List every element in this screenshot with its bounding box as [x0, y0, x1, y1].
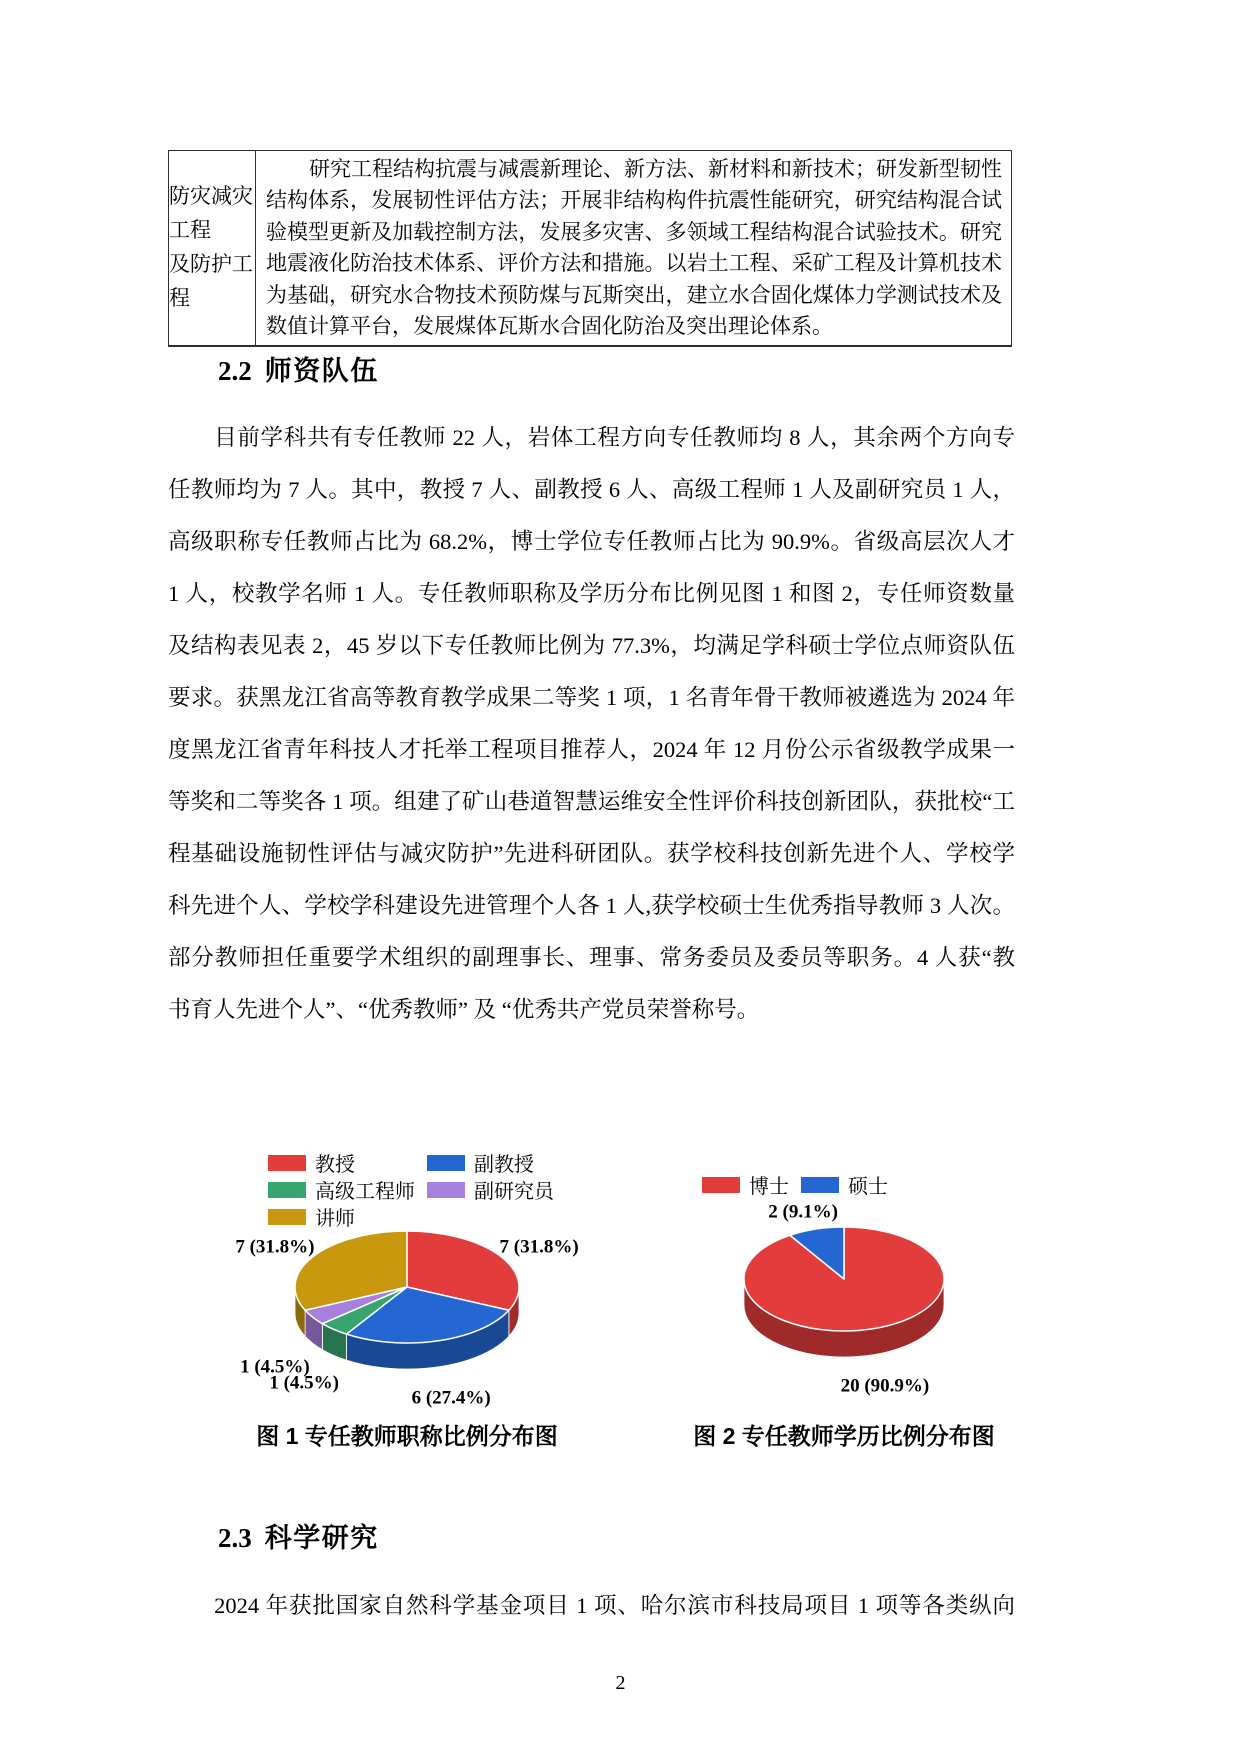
text-line: 数值计算平台，发展煤体瓦斯水合固化防治及突出理论体系。	[265, 313, 833, 338]
text-line: 高级职称专任教师占比为 68.2%，博士学位专任教师占比为 90.9%。省级高层次人才	[168, 529, 1015, 554]
section-heading-research	[218, 1516, 379, 1555]
section-number: 2.2	[218, 356, 252, 386]
pie-slice-label: 6 (27.4%)	[411, 1387, 491, 1409]
research-paragraph	[168, 1580, 1015, 1632]
text-line: 程基础设施韧性评估与减灾防护”先进科研团队。获学校科技创新先进个人、学校学	[168, 841, 1015, 866]
legend-item	[268, 1177, 415, 1202]
section-title: 师资队伍	[264, 356, 379, 386]
text-line: 为基础，研究水合物技术预防煤与瓦斯突出，建立水合固化煤体力学测试技术及	[265, 282, 1002, 307]
legend-label: 副教授	[474, 1154, 534, 1176]
text-line: 部分教师担任重要学术组织的副理事长、理事、常务委员及委员等职务。4 人获“教	[168, 945, 1015, 970]
legend-item	[268, 1204, 415, 1229]
legend-swatch-icon	[801, 1177, 839, 1193]
text-line: 验模型更新及加载控制方法，发展多灾害、多领域工程结构混合试验技术。研究	[265, 219, 1002, 244]
pie-3d-plot	[222, 1217, 592, 1432]
text-line: 研究工程结构抗震与减震新理论、新方法、新材料和新技术；研发新型韧性	[309, 157, 1002, 181]
figure1-caption: 图 1 专任教师职称比例分布图	[256, 1423, 558, 1449]
legend-swatch-icon	[268, 1155, 306, 1171]
text-line: 等奖和二等奖各 1 项。组建了矿山巷道智慧运维安全性评价科技创新团队，获批校“工	[168, 789, 1015, 814]
section-title: 科学研究	[264, 1523, 379, 1553]
faculty-paragraph	[168, 412, 1015, 1036]
pie-slice-label: 1 (4.5%)	[240, 1356, 310, 1378]
legend-label: 副研究员	[474, 1181, 554, 1203]
direction-name-line2: 及防护工程	[169, 253, 253, 311]
text-line: 目前学科共有专任教师 22 人，岩体工程方向专任教师均 8 人，其余两个方向专	[214, 425, 1015, 450]
text-line: 结构体系，发展韧性评估方法；开展非结构构件抗震性能研究，研究结构混合试	[265, 188, 1002, 213]
text-line: 科先进个人、学校学科建设先进管理个人各 1 人,获学校硕士生优秀指导教师 3 人次。	[168, 893, 1015, 918]
legend-label: 讲师	[315, 1208, 355, 1230]
text-line: 要求。获黑龙江省高等教育教学成果二等奖 1 项，1 名青年骨干教师被遴选为 2024 年	[168, 685, 1015, 710]
legend-item	[268, 1150, 415, 1175]
legend-item	[702, 1172, 789, 1197]
legend-item	[427, 1177, 554, 1202]
pie-slice-label: 20 (90.9%)	[840, 1375, 930, 1397]
direction-table-header-cell	[169, 151, 256, 345]
section-number: 2.3	[218, 1523, 252, 1553]
direction-table-body-cell	[256, 151, 1011, 345]
text-line: 任教师均为 7 人。其中，教授 7 人、副教授 6 人、高级工程师 1 人及副研究员 1 人，	[168, 477, 1015, 502]
legend-label: 教授	[315, 1154, 355, 1176]
pie-chart-titles	[222, 1150, 592, 1432]
pie-3d-plot	[674, 1201, 1014, 1421]
legend-swatch-icon	[427, 1182, 465, 1198]
pie-slice-label: 7 (31.8%)	[235, 1236, 315, 1258]
legend-item	[801, 1172, 888, 1197]
legend-swatch-icon	[427, 1155, 465, 1171]
text-line: 2024 年获批国家自然科学基金项目 1 项、哈尔滨市科技局项目 1 项等各类纵向	[214, 1593, 1015, 1618]
pie-slice-label: 1 (4.5%)	[269, 1372, 340, 1394]
figure2-caption: 图 2 专任教师学历比例分布图	[693, 1423, 995, 1449]
legend-label: 博士	[749, 1176, 789, 1198]
text-line: 书育人先进个人”、“优秀教师” 及 “优秀共产党员荣誉称号。	[168, 997, 760, 1022]
pie-slice-label: 7 (31.8%)	[499, 1236, 579, 1258]
direction-name-line1: 防灾减灾工程	[169, 185, 253, 243]
legend-swatch-icon	[268, 1182, 306, 1198]
direction-table	[168, 150, 1012, 347]
text-line: 度黑龙江省青年科技人才托举工程项目推荐人，2024 年 12 月份公示省级教学成果一	[168, 737, 1015, 762]
text-line: 1 人，校教学名师 1 人。专任教师职称及学历分布比例见图 1 和图 2，专任师资数量	[168, 581, 1015, 606]
pie-slice-label: 2 (9.1%)	[768, 1201, 838, 1223]
legend-label: 高级工程师	[315, 1181, 415, 1203]
legend-swatch-icon	[268, 1209, 306, 1225]
pie-chart-degrees	[674, 1150, 1014, 1421]
legend-item	[427, 1150, 554, 1175]
text-line: 及结构表见表 2，45 岁以下专任教师比例为 77.3%，均满足学科硕士学位点师资队伍	[168, 633, 1015, 658]
text-line: 地震液化防治技术体系、评价方法和措施。以岩土工程、采矿工程及计算机技术	[265, 251, 1002, 276]
legend-label: 硕士	[848, 1176, 888, 1198]
pie-chart-degrees-legend	[702, 1172, 1014, 1197]
legend-swatch-icon	[702, 1177, 740, 1193]
section-heading-faculty	[218, 349, 379, 388]
page-number: 2	[615, 1672, 626, 1694]
